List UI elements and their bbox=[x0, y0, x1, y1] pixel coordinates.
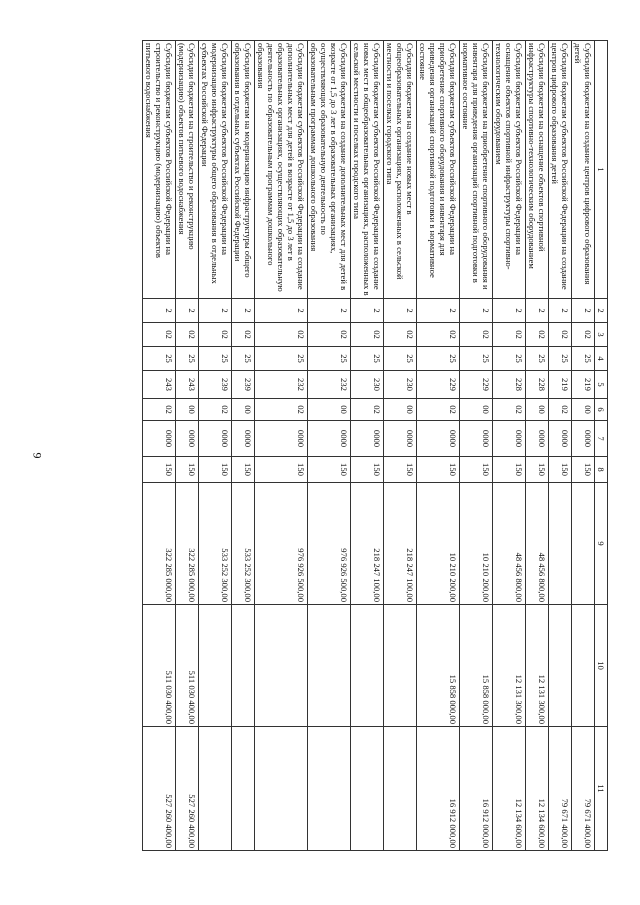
table-cell: 79 671 400,00 bbox=[549, 727, 572, 851]
table-cell: 02 bbox=[549, 323, 572, 347]
table-cell: 02 bbox=[199, 399, 232, 421]
table-cell: 0000 bbox=[549, 421, 572, 457]
table-cell: Субсидии бюджетам субъектов Российской Федерации на создание дополнительных мест для детей в возрасте от 1,5 до 3 лет в образовательных организациях, осуществляющих образовательную деятельность по образовательным программам дошкольного образования bbox=[255, 41, 308, 299]
table-cell: 150 bbox=[255, 457, 308, 483]
table-cell: Субсидии бюджетам на модернизацию инфраструктуры общего образования в отдельных субъектах Российской Федерации bbox=[232, 41, 255, 299]
table-cell: 2 bbox=[176, 299, 199, 323]
table-cell: 511 030 400,00 bbox=[143, 605, 176, 727]
table-cell: 150 bbox=[549, 457, 572, 483]
table-cell: Субсидии бюджетам на создание центров цифрового образования детей bbox=[572, 41, 595, 299]
table-cell: 25 bbox=[308, 347, 351, 371]
table-cell: 02 bbox=[549, 399, 572, 421]
table-cell: 0000 bbox=[308, 421, 351, 457]
table-cell bbox=[308, 605, 351, 727]
table-cell: 2 bbox=[199, 299, 232, 323]
table-cell: 25 bbox=[255, 347, 308, 371]
table-cell: 02 bbox=[460, 323, 493, 347]
table-cell bbox=[255, 605, 308, 727]
table-cell: 0000 bbox=[351, 421, 384, 457]
table-cell: 79 671 400,00 bbox=[572, 727, 595, 851]
table-cell: 0000 bbox=[493, 421, 526, 457]
table-cell: 150 bbox=[572, 457, 595, 483]
table-cell: 150 bbox=[493, 457, 526, 483]
table-cell: 150 bbox=[384, 457, 417, 483]
table-cell: 25 bbox=[572, 347, 595, 371]
table-cell: 48 456 800,00 bbox=[493, 483, 526, 605]
table-cell: 150 bbox=[417, 457, 460, 483]
table-cell: 150 bbox=[143, 457, 176, 483]
table-cell: 16 912 000,00 bbox=[460, 727, 493, 851]
table-cell: 2 bbox=[143, 299, 176, 323]
table-row bbox=[526, 41, 549, 851]
table-cell: 2 bbox=[384, 299, 417, 323]
table-cell bbox=[351, 727, 384, 851]
table-cell: 02 bbox=[417, 399, 460, 421]
table-cell bbox=[572, 605, 595, 727]
table-cell: 243 bbox=[143, 371, 176, 399]
table-cell: 229 bbox=[417, 371, 460, 399]
page-number: 9 bbox=[30, 452, 45, 459]
table-cell bbox=[308, 727, 351, 851]
table-cell: 232 bbox=[255, 371, 308, 399]
table-cell: 00 bbox=[176, 399, 199, 421]
table-cell: 0000 bbox=[176, 421, 199, 457]
table-cell: 0000 bbox=[384, 421, 417, 457]
table-cell bbox=[549, 605, 572, 727]
table-cell: 228 bbox=[526, 371, 549, 399]
table-row bbox=[199, 41, 232, 851]
table-row bbox=[549, 41, 572, 851]
column-header: 9 bbox=[595, 483, 608, 605]
table-cell: Субсидии бюджетам субъектов Российской Федерации на оснащение объектов спортивной инфраструктуры спортивно-технологическим оборудованием bbox=[493, 41, 526, 299]
table-cell: 25 bbox=[351, 347, 384, 371]
table-cell: 150 bbox=[199, 457, 232, 483]
table-cell: 527 260 400,00 bbox=[176, 727, 199, 851]
table-cell: 229 bbox=[460, 371, 493, 399]
table-cell: Субсидии бюджетам субъектов Российской Федерации на приобретение спортивного оборудования и инвентаря для приведения организаций спортивной подготовки в нормативное состояние bbox=[417, 41, 460, 299]
table-cell: 150 bbox=[176, 457, 199, 483]
table-cell: Субсидии бюджетам на оснащение объектов спортивной инфраструктуры спортивно-технологическим оборудованием bbox=[526, 41, 549, 299]
table-cell bbox=[549, 483, 572, 605]
table-cell: 02 bbox=[493, 323, 526, 347]
header-row bbox=[595, 41, 608, 851]
table-cell: 0000 bbox=[255, 421, 308, 457]
table-cell: 25 bbox=[199, 347, 232, 371]
table-cell: Субсидии бюджетам субъектов Российской Федерации на создание новых мест в общеобразовательных организациях, расположенных в сельской местности и поселках городского типа bbox=[351, 41, 384, 299]
table-cell: 00 bbox=[232, 399, 255, 421]
table-row bbox=[176, 41, 199, 851]
table-cell: 25 bbox=[417, 347, 460, 371]
table-cell: 16 912 000,00 bbox=[417, 727, 460, 851]
table-cell: 2 bbox=[255, 299, 308, 323]
table-cell: 02 bbox=[176, 323, 199, 347]
table-cell bbox=[255, 727, 308, 851]
table-cell: 239 bbox=[199, 371, 232, 399]
table-cell: 533 252 300,00 bbox=[199, 483, 232, 605]
table-cell: 12 131 300,00 bbox=[526, 605, 549, 727]
table-cell: 322 285 000,00 bbox=[143, 483, 176, 605]
table-cell: 25 bbox=[493, 347, 526, 371]
table-row bbox=[384, 41, 417, 851]
table-cell bbox=[384, 605, 417, 727]
table-cell: 12 134 600,00 bbox=[526, 727, 549, 851]
table-cell: 0000 bbox=[572, 421, 595, 457]
table-cell: 218 247 100,00 bbox=[384, 483, 417, 605]
table-cell: 2 bbox=[493, 299, 526, 323]
column-header: 3 bbox=[595, 323, 608, 347]
table-cell: Субсидии бюджетам на приобретение спортивного оборудования и инвентаря для приведения организаций спортивной подготовки в нормативное состояние bbox=[460, 41, 493, 299]
column-header: 1 bbox=[595, 41, 608, 299]
rotated-table-wrapper bbox=[42, 40, 608, 850]
table-row bbox=[143, 41, 176, 851]
table-cell: 25 bbox=[232, 347, 255, 371]
table-cell bbox=[199, 605, 232, 727]
table-row bbox=[255, 41, 308, 851]
table-cell: 02 bbox=[232, 323, 255, 347]
table-row bbox=[572, 41, 595, 851]
table-cell: 25 bbox=[549, 347, 572, 371]
table-cell: 150 bbox=[351, 457, 384, 483]
table-cell: 243 bbox=[176, 371, 199, 399]
table-cell: 232 bbox=[308, 371, 351, 399]
table-cell bbox=[572, 483, 595, 605]
table-cell: 239 bbox=[232, 371, 255, 399]
table-cell: 00 bbox=[460, 399, 493, 421]
column-header: 11 bbox=[595, 727, 608, 851]
table-cell: 2 bbox=[308, 299, 351, 323]
table-cell: Субсидии бюджетам субъектов Российской Федерации на модернизацию инфраструктуры общего образования в отдельных субъектах Российской Федерации bbox=[199, 41, 232, 299]
table-cell: 00 bbox=[308, 399, 351, 421]
table-row bbox=[460, 41, 493, 851]
table-cell: 25 bbox=[526, 347, 549, 371]
table-cell: 25 bbox=[460, 347, 493, 371]
table-cell: 0000 bbox=[199, 421, 232, 457]
table-cell: Субсидии бюджетам на создание новых мест в общеобразовательных организациях, расположенных в сельской местности и поселках городского типа bbox=[384, 41, 417, 299]
table-cell: 230 bbox=[384, 371, 417, 399]
budget-table bbox=[142, 40, 608, 851]
table-cell: 02 bbox=[351, 323, 384, 347]
table-cell: 2 bbox=[549, 299, 572, 323]
table-cell: 976 926 500,00 bbox=[308, 483, 351, 605]
table-cell: Субсидии бюджетам субъектов Российской Федерации на строительство и реконструкцию (модернизацию) объектов питьевого водоснабжения bbox=[143, 41, 176, 299]
table-cell: 219 bbox=[549, 371, 572, 399]
table-cell: 150 bbox=[526, 457, 549, 483]
table-cell: 230 bbox=[351, 371, 384, 399]
table-cell bbox=[232, 727, 255, 851]
table-cell: 02 bbox=[417, 323, 460, 347]
table-cell: 02 bbox=[308, 323, 351, 347]
table-cell: 2 bbox=[460, 299, 493, 323]
table-cell: 02 bbox=[255, 323, 308, 347]
table-cell: 0000 bbox=[232, 421, 255, 457]
table-cell: 0000 bbox=[460, 421, 493, 457]
table-cell: 25 bbox=[143, 347, 176, 371]
table-cell: 219 bbox=[572, 371, 595, 399]
table-cell: 15 858 000,00 bbox=[460, 605, 493, 727]
table-cell: 0000 bbox=[526, 421, 549, 457]
table-cell: 511 030 400,00 bbox=[176, 605, 199, 727]
table-cell: 02 bbox=[255, 399, 308, 421]
table-cell: 02 bbox=[351, 399, 384, 421]
column-header: 6 bbox=[595, 399, 608, 421]
table-cell: 02 bbox=[572, 323, 595, 347]
table-cell: 02 bbox=[143, 399, 176, 421]
column-header: 2 bbox=[595, 299, 608, 323]
table-row bbox=[493, 41, 526, 851]
table-cell: 15 858 000,00 bbox=[417, 605, 460, 727]
table-cell: 533 252 300,00 bbox=[232, 483, 255, 605]
table-cell: 02 bbox=[384, 323, 417, 347]
table-cell: 218 247 100,00 bbox=[351, 483, 384, 605]
table-cell: Субсидии бюджетам субъектов Российской Федерации на создание центров цифрового образования детей bbox=[549, 41, 572, 299]
table-cell: Субсидии бюджетам на строительство и реконструкцию (модернизацию) объектов питьевого водоснабжения bbox=[176, 41, 199, 299]
table-cell: 00 bbox=[384, 399, 417, 421]
table-cell: 25 bbox=[176, 347, 199, 371]
table-cell: 02 bbox=[526, 323, 549, 347]
table-cell: 02 bbox=[493, 399, 526, 421]
column-header: 8 bbox=[595, 457, 608, 483]
table-cell: 0000 bbox=[143, 421, 176, 457]
table-cell: 12 131 300,00 bbox=[493, 605, 526, 727]
table-body bbox=[143, 41, 595, 851]
table-cell: 2 bbox=[572, 299, 595, 323]
column-header: 4 bbox=[595, 347, 608, 371]
table-cell: 322 285 000,00 bbox=[176, 483, 199, 605]
table-cell: 00 bbox=[526, 399, 549, 421]
table-cell: 02 bbox=[199, 323, 232, 347]
table-cell bbox=[351, 605, 384, 727]
table-cell bbox=[232, 605, 255, 727]
table-cell: 150 bbox=[308, 457, 351, 483]
table-cell bbox=[199, 727, 232, 851]
table-cell: 2 bbox=[526, 299, 549, 323]
table-cell: 976 926 500,00 bbox=[255, 483, 308, 605]
table-cell: 0000 bbox=[417, 421, 460, 457]
table-row bbox=[351, 41, 384, 851]
table-row bbox=[417, 41, 460, 851]
table-cell: 48 456 800,00 bbox=[526, 483, 549, 605]
table-cell: 10 210 200,00 bbox=[417, 483, 460, 605]
table-cell bbox=[384, 727, 417, 851]
table-cell: 25 bbox=[384, 347, 417, 371]
table-row bbox=[308, 41, 351, 851]
table-cell: 02 bbox=[143, 323, 176, 347]
table-cell: 2 bbox=[417, 299, 460, 323]
column-header: 10 bbox=[595, 605, 608, 727]
table-cell: 2 bbox=[351, 299, 384, 323]
table-row bbox=[232, 41, 255, 851]
table-cell: 00 bbox=[572, 399, 595, 421]
table-cell: 228 bbox=[493, 371, 526, 399]
table-cell: 10 210 200,00 bbox=[460, 483, 493, 605]
table-cell: Субсидии бюджетам на создание дополнительных мест для детей в возрасте от 1,5 до 3 лет в образовательных организациях, осуществляющих образовательную деятельность по образовательным программам дошкольного образования bbox=[308, 41, 351, 299]
table-cell: 150 bbox=[460, 457, 493, 483]
table-cell: 12 134 600,00 bbox=[493, 727, 526, 851]
table-cell: 2 bbox=[232, 299, 255, 323]
table-cell: 527 260 400,00 bbox=[143, 727, 176, 851]
column-header: 5 bbox=[595, 371, 608, 399]
column-header: 7 bbox=[595, 421, 608, 457]
table-cell: 150 bbox=[232, 457, 255, 483]
